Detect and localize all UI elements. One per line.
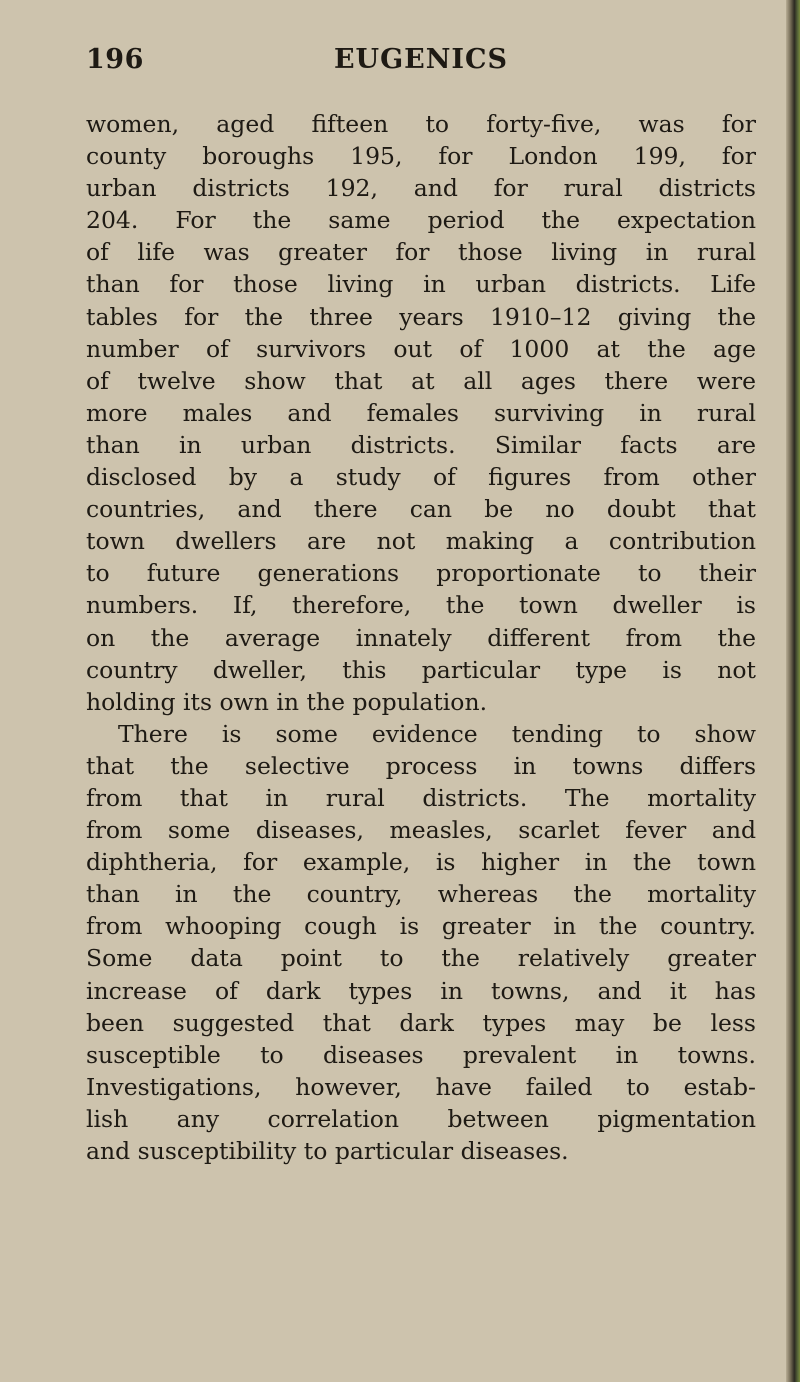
- text-line: increase of dark types in towns, and it has: [86, 976, 756, 1005]
- text-line: number of survivors out of 1000 at the age: [86, 334, 756, 363]
- text-line: and susceptibility to particular diseases.: [86, 1137, 569, 1165]
- text-line: Some data point to the relatively greater: [86, 944, 756, 973]
- text-line: disclosed by a study of figures from other: [86, 463, 756, 492]
- page-edge: [786, 0, 800, 1382]
- text-line: urban districts 192, and for rural districts: [86, 174, 756, 203]
- text-line: town dwellers are not making a contribution: [86, 527, 756, 556]
- running-head: EUGENICS: [333, 44, 509, 75]
- text-line: Investigations, however, have failed to estab-: [86, 1072, 756, 1101]
- text-line: countries, and there can be no doubt that: [86, 495, 756, 524]
- text-line: from that in rural districts. The mortality: [86, 783, 756, 812]
- text-line: county boroughs 195, for London 199, for: [86, 142, 756, 171]
- text-line: been suggested that dark types may be less: [86, 1008, 756, 1037]
- text-line: on the average innately different from the: [86, 623, 756, 652]
- text-line: that the selective process in towns differs: [86, 751, 756, 780]
- page-number: 196: [86, 44, 144, 75]
- text-line: numbers. If, therefore, the town dweller is: [86, 591, 756, 620]
- text-line: country dweller, this particular type is not: [86, 655, 756, 684]
- text-line: to future generations proportionate to their: [86, 559, 756, 588]
- text-line: lish any correlation between pigmentation: [86, 1104, 756, 1133]
- text-line: than in urban districts. Similar facts are: [86, 430, 756, 459]
- text-line: from some diseases, measles, scarlet fever and: [86, 816, 756, 845]
- text-line: women, aged fifteen to forty-five, was for: [86, 110, 756, 138]
- text-line: of twelve show that at all ages there were: [86, 366, 756, 395]
- text-line: than in the country, whereas the mortality: [86, 880, 756, 909]
- page-header: [86, 44, 756, 84]
- text-line: tables for the three years 1910–12 giving the: [86, 302, 756, 331]
- text-line: from whooping cough is greater in the country.: [86, 912, 756, 941]
- text-line: than for those living in urban districts. Life: [86, 270, 756, 299]
- text-line: susceptible to diseases prevalent in towns.: [86, 1040, 756, 1069]
- text-line: diphtheria, for example, is higher in the town: [86, 848, 756, 877]
- body-text: [86, 108, 756, 1167]
- text-line: There is some evidence tending to show: [118, 719, 756, 748]
- text-line: of life was greater for those living in rural: [86, 238, 756, 267]
- text-line: more males and females surviving in rural: [86, 398, 756, 427]
- text-line: 204. For the same period the expectation: [86, 206, 756, 235]
- text-line: holding its own in the population.: [86, 687, 488, 716]
